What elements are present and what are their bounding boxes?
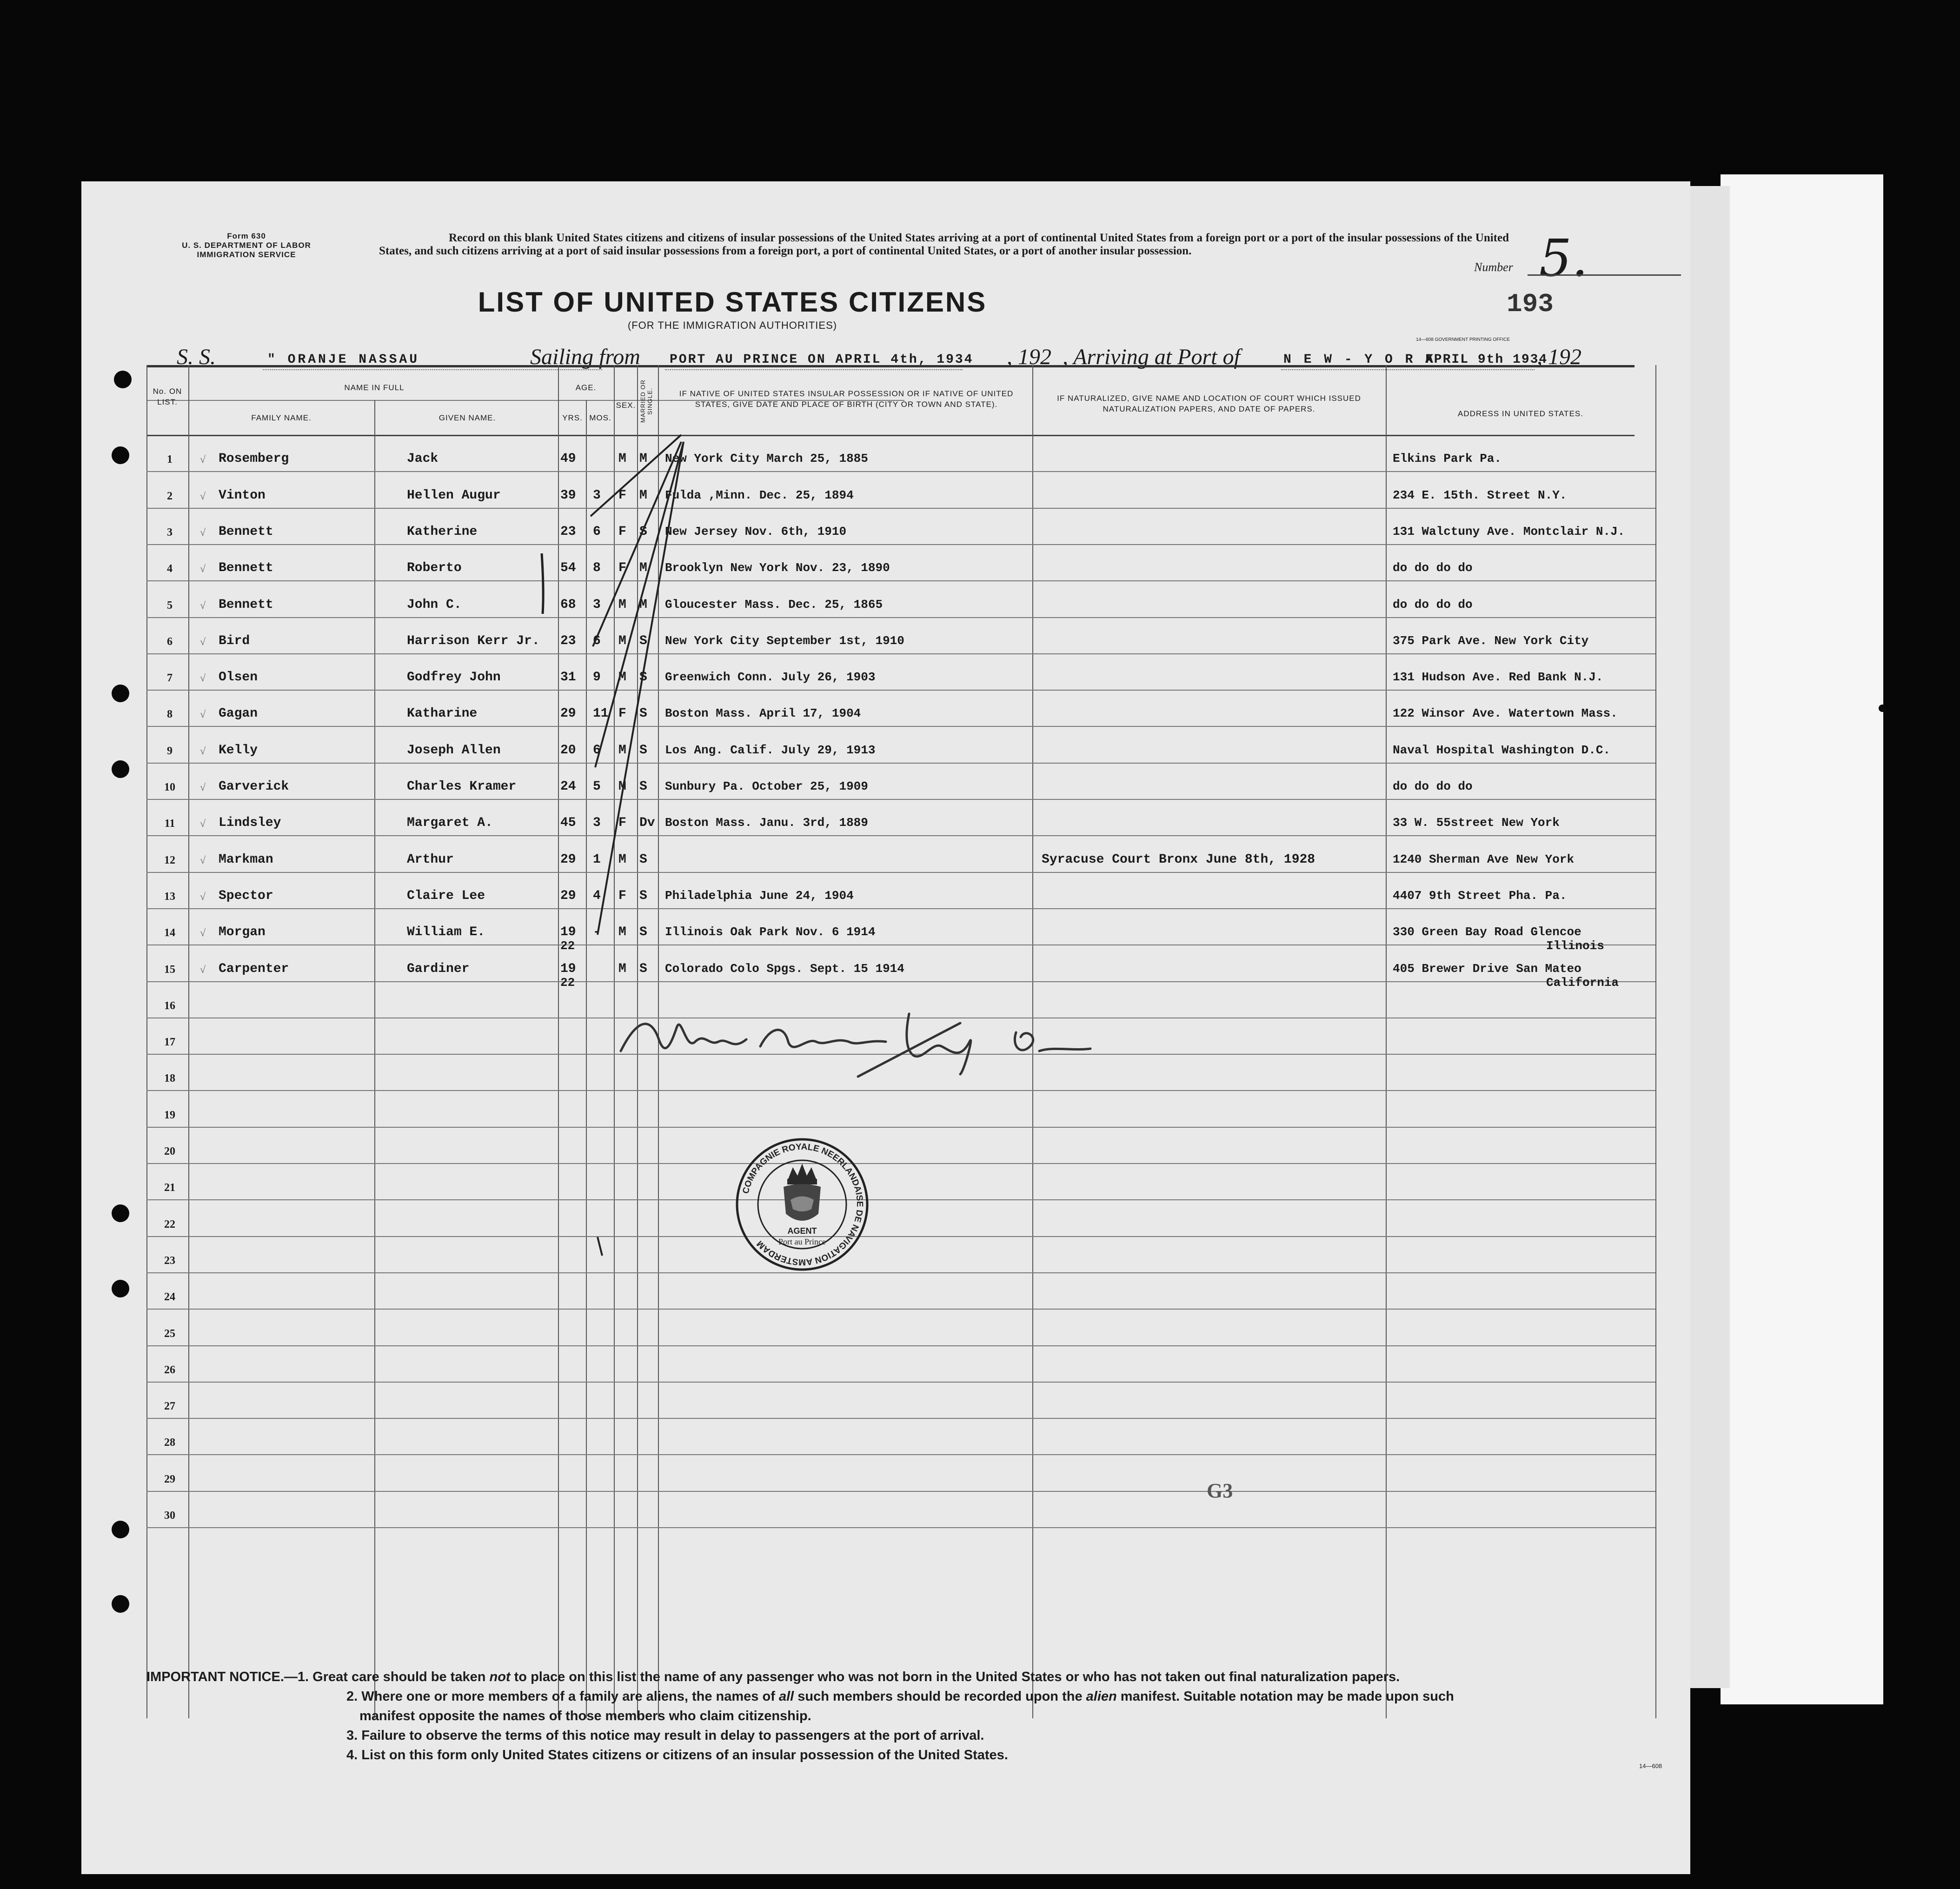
cell-ms: M — [639, 452, 647, 466]
cell-extra: 22 — [560, 975, 575, 990]
cell-ms: S — [639, 670, 647, 685]
cell-given: Roberto — [407, 561, 462, 576]
cell-yrs: 19 — [560, 925, 576, 940]
row-number: 26 — [164, 1364, 175, 1376]
footer-code: 14—608 — [1639, 1763, 1662, 1769]
cell-birth: Boston Mass. Janu. 3rd, 1889 — [665, 816, 868, 830]
cell-given: Jack — [407, 452, 439, 466]
check-mark-icon: √ — [200, 818, 206, 830]
check-mark-icon: √ — [200, 745, 206, 757]
cell-ms: S — [639, 779, 647, 794]
cell-given: Harrison Kerr Jr. — [407, 633, 540, 648]
cell-yrs: 49 — [560, 452, 576, 466]
cell-sex: F — [618, 816, 626, 831]
cell-mos: 3 — [593, 816, 601, 831]
notice-heading: IMPORTANT NOTICE.— — [146, 1670, 298, 1684]
cell-ms: M — [639, 488, 647, 503]
cell-ms: M — [639, 597, 647, 612]
notice-item-2-em1: all — [778, 1689, 794, 1704]
punch-hole — [112, 760, 129, 778]
check-mark-icon: √ — [200, 890, 206, 902]
cell-birth: New York City March 25, 1885 — [665, 452, 868, 466]
cell-address: Elkins Park Pa. — [1393, 452, 1502, 466]
check-mark-icon: √ — [200, 854, 206, 866]
cell-address: 1240 Sherman Ave New York — [1393, 852, 1575, 866]
notice-item-2 — [146, 1687, 1658, 1706]
cell-address: 234 E. 15th. Street N.Y. — [1393, 488, 1567, 502]
col-family: FAMILY NAME. — [251, 413, 312, 422]
check-mark-icon: √ — [200, 781, 206, 793]
cell-address: Naval Hospital Washington D.C. — [1393, 743, 1611, 757]
cell-yrs: 20 — [560, 743, 576, 758]
row-number: 7 — [167, 672, 173, 685]
row-number: 11 — [164, 818, 175, 830]
cell-given: Katharine — [407, 706, 478, 721]
printing-note: 14—608 GOVERNMENT PRINTING OFFICE — [1416, 337, 1510, 342]
row-number: 12 — [164, 854, 175, 866]
row-number: 16 — [164, 999, 175, 1012]
cell-yrs: 54 — [560, 561, 576, 576]
row-number: 22 — [164, 1218, 175, 1231]
cell-family: Garverick — [219, 779, 289, 794]
cell-address: do do do do — [1393, 561, 1473, 575]
arriving-label: , Arriving at Port of — [1063, 345, 1240, 369]
back-page — [1721, 174, 1883, 1704]
punch-hole — [112, 1595, 129, 1613]
col-age: AGE. — [575, 383, 597, 392]
cell-birth: New York City September 1st, 1910 — [665, 633, 904, 648]
row-number: 13 — [164, 890, 175, 903]
cell-yrs: 19 — [560, 961, 576, 976]
row-number: 15 — [164, 963, 175, 976]
ss-label: S. S. — [177, 345, 216, 369]
notice-item-2a: 2. Where one or more members of a family are aliens, the names of — [346, 1689, 779, 1704]
service: IMMIGRATION SERVICE — [197, 250, 296, 259]
cell-address: 131 Walctuny Ave. Montclair N.J. — [1393, 524, 1625, 539]
cell-birth: Boston Mass. April 17, 1904 — [665, 706, 861, 721]
marginal-mark: G3 — [1207, 1479, 1233, 1502]
cell-yrs: 45 — [560, 816, 576, 831]
cell-address: do do do do — [1393, 597, 1473, 612]
cell-address: do do do do — [1393, 779, 1473, 793]
cell-family: Bennett — [219, 561, 273, 576]
cell-sex: F — [618, 706, 626, 721]
cell-sex: F — [618, 488, 626, 503]
cell-yrs: 29 — [560, 706, 576, 721]
cell-sex: F — [618, 888, 626, 903]
cell-birth: Los Ang. Calif. July 29, 1913 — [665, 743, 876, 757]
col-native: IF NATIVE OF UNITED STATES INSULAR POSSESSION OR IF NATIVE OF UNITED STATES, GIVE DATE AND PLACE OF BIRTH (CITY OR TOWN AND STATE). — [679, 389, 1014, 409]
col-sex: SEX. — [616, 401, 636, 410]
cell-given: Katherine — [407, 524, 478, 539]
stamp-number: 193 — [1507, 289, 1554, 319]
cell-ms: S — [639, 961, 647, 976]
row-number: 9 — [167, 745, 173, 757]
notice-item-1b: to place on this list the name of any passenger who was not born in the United States or who has not taken out final naturalization papers. — [510, 1670, 1400, 1684]
row-number: 23 — [164, 1254, 175, 1267]
check-mark-icon: √ — [200, 672, 206, 684]
row-number: 6 — [167, 635, 173, 648]
number-value: 5. — [1539, 228, 1588, 288]
cell-mos: 1 — [593, 852, 601, 867]
cell-mos: 4 — [593, 888, 601, 903]
row-number: 10 — [164, 781, 175, 793]
row-number: 28 — [164, 1437, 175, 1449]
cell-birth: Brooklyn New York Nov. 23, 1890 — [665, 561, 890, 575]
cell-yrs: 24 — [560, 779, 576, 794]
page-subtitle: (FOR THE IMMIGRATION AUTHORITIES) — [627, 319, 837, 331]
row-number: 1 — [167, 453, 173, 466]
sailing-label: Sailing from — [530, 345, 640, 369]
cell-ms: S — [639, 633, 647, 648]
to-port: N E W - Y O R K — [1283, 353, 1436, 367]
cell-sex: M — [618, 743, 626, 758]
seal-ring-text: COMPAGNIE ROYALE NEERLANDAISE DE NAVIGATION AMSTERDAM — [741, 1142, 865, 1267]
cell-address: 33 W. 55street New York — [1393, 816, 1560, 830]
number-label: Number — [1474, 260, 1513, 274]
check-mark-icon: √ — [200, 526, 206, 538]
cell-address: 131 Hudson Ave. Red Bank N.J. — [1393, 670, 1603, 685]
crown-crest-icon — [784, 1164, 821, 1221]
manifest-sheet — [81, 181, 1690, 1874]
cell-family: Vinton — [219, 488, 266, 503]
row-number: 14 — [164, 927, 175, 939]
col-name-in-full: NAME IN FULL — [344, 383, 405, 392]
cell-given: Hellen Augur — [407, 488, 501, 503]
row-number: 2 — [167, 490, 173, 502]
cell-yrs: 23 — [560, 633, 576, 648]
cell-mos: 5 — [593, 779, 601, 794]
col-given: GIVEN NAME. — [439, 413, 496, 422]
important-notice — [146, 1667, 1658, 1765]
cell-family: Markman — [219, 852, 273, 867]
cell-birth: Fulda ,Minn. Dec. 25, 1894 — [665, 488, 854, 502]
row-number: 5 — [167, 599, 173, 612]
cell-yrs: 31 — [560, 670, 576, 685]
cell-naturalized: Syracuse Court Bronx June 8th, 1928 — [1042, 852, 1316, 867]
cell-sex: M — [618, 779, 626, 794]
cell-extra: California — [1546, 975, 1619, 990]
cell-address: 4407 9th Street Pha. Pa. — [1393, 888, 1567, 903]
cell-family: Gagan — [219, 706, 258, 721]
cell-family: Kelly — [219, 743, 258, 758]
year-two: , 192 — [1537, 345, 1581, 369]
cell-mos: 3 — [593, 488, 601, 503]
cell-given: Charles Kramer — [407, 779, 517, 794]
cell-sex: F — [618, 561, 626, 576]
cell-birth: Illinois Oak Park Nov. 6 1914 — [665, 925, 876, 939]
notice-item-3: 3. Failure to observe the terms of this notice may result in delay to passengers at the port of arrival. — [346, 1728, 984, 1743]
notice-item-2-em2: alien — [1086, 1689, 1117, 1704]
cell-family: Bird — [219, 633, 250, 648]
company-seal — [732, 1135, 872, 1274]
cell-sex: M — [618, 633, 626, 648]
instructions: Record on this blank United States citizens and citizens of insular possessions of the United States arriving at a port of continental United States from a foreign port or a port of the insular possessions of the United States, and such citizens arriving at a port of said insular possessions from a foreign port, a port of continental United States, or a port of another insular possession. — [379, 232, 1509, 257]
cell-ms: S — [639, 925, 647, 940]
cell-given: Godfrey John — [407, 670, 501, 685]
cell-mos: 6 — [593, 524, 601, 539]
row-number: 25 — [164, 1327, 175, 1340]
punch-hole — [112, 685, 129, 702]
cell-address: 330 Green Bay Road Glencoe — [1393, 925, 1581, 939]
col-married: MARRIED OR SINGLE. — [639, 379, 653, 423]
arrive-date: APRIL 9th 1934 — [1425, 353, 1548, 367]
punch-hole — [112, 446, 129, 464]
cell-ms: S — [639, 524, 647, 539]
cell-birth: Greenwich Conn. July 26, 1903 — [665, 670, 876, 685]
seal-agent: AGENT — [787, 1226, 817, 1236]
cell-birth: Gloucester Mass. Dec. 25, 1865 — [665, 597, 883, 612]
notice-item-4: 4. List on this form only United States citizens or citizens of an insular possession of the United States. — [346, 1748, 1008, 1763]
row-number: 19 — [164, 1109, 175, 1121]
cell-birth: Colorado Colo Spgs. Sept. 15 1914 — [665, 961, 904, 976]
row-number: 29 — [164, 1473, 175, 1485]
cell-given: William E. — [407, 925, 485, 940]
row-number: 27 — [164, 1400, 175, 1413]
punch-hole — [112, 1280, 129, 1297]
check-mark-icon: √ — [200, 453, 206, 466]
row-number: 20 — [164, 1145, 175, 1157]
row-number: 21 — [164, 1182, 175, 1194]
cell-sex: F — [618, 524, 626, 539]
form-number: Form 630 — [227, 232, 266, 240]
row-number: 3 — [167, 526, 173, 539]
year-one: , 192 — [1007, 345, 1051, 369]
cell-address: 122 Winsor Ave. Watertown Mass. — [1393, 706, 1618, 721]
punch-hole — [114, 371, 132, 388]
from-port: PORT AU PRINCE ON APRIL 4th, 1934 — [670, 353, 974, 367]
cell-yrs: 68 — [560, 597, 576, 612]
col-naturalized: IF NATURALIZED, GIVE NAME AND LOCATION OF COURT WHICH ISSUED NATURALIZATION PAPERS, AND DATE OF PAPERS. — [1057, 394, 1361, 413]
cell-given: Arthur — [407, 852, 454, 867]
cell-address: 375 Park Ave. New York City — [1393, 633, 1589, 648]
cell-sex: M — [618, 852, 626, 867]
row-number: 4 — [167, 563, 173, 575]
cell-mos: 11 — [593, 706, 609, 721]
cell-family: Carpenter — [219, 961, 289, 976]
cell-given: Claire Lee — [407, 888, 485, 903]
cell-family: Rosemberg — [219, 452, 289, 466]
cell-birth: Sunbury Pa. October 25, 1909 — [665, 779, 868, 793]
cell-sex: M — [618, 925, 626, 940]
cell-mos: 8 — [593, 561, 601, 576]
cell-extra: Illinois — [1546, 939, 1604, 953]
check-mark-icon: √ — [200, 563, 206, 575]
check-mark-icon: √ — [200, 490, 206, 502]
check-mark-icon: √ — [200, 599, 206, 611]
cell-ms: M — [639, 561, 647, 576]
notice-item-1-em: not — [489, 1670, 511, 1684]
cell-mos: 3 — [593, 597, 601, 612]
cell-birth: New Jersey Nov. 6th, 1910 — [665, 524, 847, 539]
row-number: 8 — [167, 708, 173, 721]
cell-family: Spector — [219, 888, 273, 903]
row-number: 18 — [164, 1072, 175, 1085]
check-mark-icon: √ — [200, 927, 206, 939]
check-mark-icon: √ — [200, 963, 206, 975]
cell-ms: S — [639, 706, 647, 721]
cell-extra: 22 — [560, 939, 575, 953]
cell-sex: M — [618, 452, 626, 466]
cell-given: Gardiner — [407, 961, 470, 976]
row-number: 24 — [164, 1291, 175, 1304]
cell-ms: S — [639, 852, 647, 867]
cell-given: Joseph Allen — [407, 743, 501, 758]
cell-yrs: 23 — [560, 524, 576, 539]
cell-sex: M — [618, 961, 626, 976]
cell-given: Margaret A. — [407, 816, 493, 831]
cell-ms: Dv — [639, 816, 655, 831]
cell-ms: S — [639, 888, 647, 903]
notice-item-2b: such members should be recorded upon the — [794, 1689, 1086, 1704]
cell-mos: 6 — [593, 743, 601, 758]
cell-family: Morgan — [219, 925, 266, 940]
cell-mos: 9 — [593, 670, 601, 685]
punch-hole — [112, 1521, 129, 1538]
department: U. S. DEPARTMENT OF LABOR — [182, 241, 311, 250]
notice-item-1a: 1. Great care should be taken — [297, 1670, 490, 1684]
cell-mos: 6 — [593, 633, 601, 648]
cell-given: John C. — [407, 597, 462, 612]
cell-yrs: 39 — [560, 488, 576, 503]
col-address: ADDRESS IN UNITED STATES. — [1458, 409, 1583, 418]
cell-address: 405 Brewer Drive San Mateo — [1393, 961, 1581, 976]
ship-name: " ORANJE NASSAU — [267, 353, 420, 367]
cell-mos: - — [593, 925, 601, 940]
check-mark-icon: √ — [200, 635, 206, 647]
cell-sex: M — [618, 670, 626, 685]
cell-family: Olsen — [219, 670, 258, 685]
cell-family: Bennett — [219, 597, 273, 612]
cell-family: Lindsley — [219, 816, 281, 831]
notice-item-2d: manifest opposite the names of those members who claim citizenship. — [359, 1709, 811, 1723]
col-no: No. ON LIST. — [153, 387, 182, 406]
col-yrs: YRS. — [562, 413, 583, 422]
page-title: LIST OF UNITED STATES CITIZENS — [478, 286, 987, 318]
notice-item-2c: manifest. Suitable notation may be made upon such — [1116, 1689, 1454, 1704]
check-mark-icon: √ — [200, 708, 206, 720]
cell-yrs: 29 — [560, 888, 576, 903]
cell-yrs: 29 — [560, 852, 576, 867]
cell-birth: Philadelphia June 24, 1904 — [665, 888, 854, 903]
col-mos: MOS. — [589, 413, 611, 422]
agent-signature — [607, 995, 1221, 1079]
cell-ms: S — [639, 743, 647, 758]
row-number: 17 — [164, 1036, 175, 1049]
punch-hole — [1879, 705, 1886, 712]
seal-port: Port au Prince — [778, 1237, 826, 1246]
punch-hole — [112, 1204, 129, 1222]
row-number: 30 — [164, 1510, 175, 1522]
cell-family: Bennett — [219, 524, 273, 539]
cell-sex: M — [618, 597, 626, 612]
